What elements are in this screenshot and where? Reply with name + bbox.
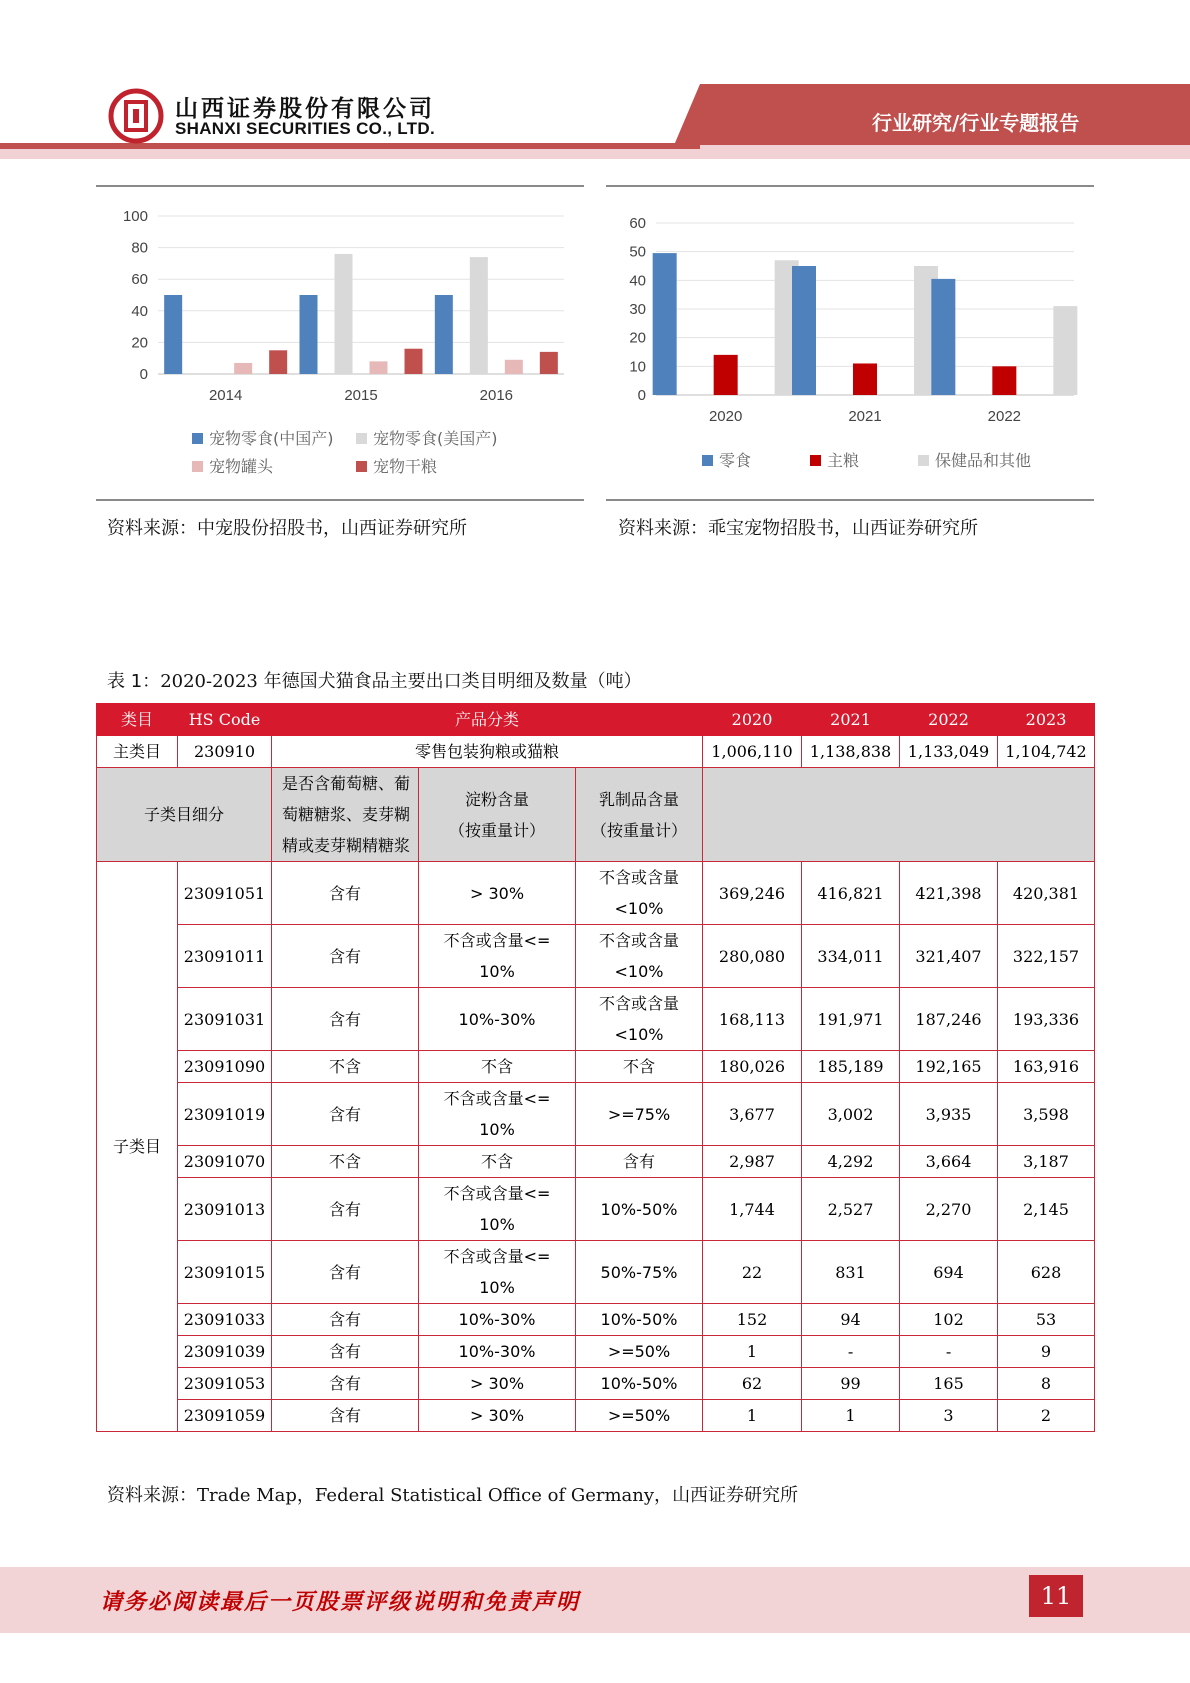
header-2020: 2020	[703, 704, 802, 736]
cell-starch: 10%-30%	[419, 1304, 576, 1336]
cell-2023: 3,598	[998, 1083, 1095, 1146]
main-label: 主类目	[97, 736, 178, 768]
dairy-line2: （按重量计）	[591, 820, 688, 840]
cell-starch: 不含	[419, 1146, 576, 1178]
bar-2020-0	[653, 253, 677, 395]
sub-category-label: 子类目	[97, 862, 178, 1432]
y-tick-label: 30	[629, 301, 646, 318]
bar-2020-1	[714, 355, 738, 395]
cell-dairy: 10%-50%	[576, 1178, 703, 1241]
cell-hs-code: 23091059	[178, 1400, 272, 1432]
table-row	[97, 1336, 1095, 1368]
header-red-bar	[0, 143, 700, 149]
table-row	[97, 1400, 1095, 1432]
cell-2022: -	[900, 1336, 998, 1368]
main-value-2023: 1,104,742	[998, 736, 1095, 768]
cell-2023: 163,916	[998, 1051, 1095, 1083]
cell-2021: 831	[802, 1241, 900, 1304]
cell-2022: 3	[900, 1400, 998, 1432]
bar-2016-2	[505, 360, 523, 374]
cell-2020: 1	[703, 1400, 802, 1432]
cell-2021: 191,971	[802, 988, 900, 1051]
bar-2015-1	[335, 254, 353, 374]
bar-2016-1	[470, 257, 488, 374]
caption-years: 2020-2023	[160, 671, 258, 692]
page-number: 11	[1029, 1575, 1083, 1617]
cell-starch: > 30%	[419, 862, 576, 925]
cell-2023: 420,381	[998, 862, 1095, 925]
cell-2023: 3,187	[998, 1146, 1095, 1178]
legend-label: 宠物零食(美国产)	[373, 429, 498, 448]
table-caption	[107, 667, 642, 693]
cell-2020: 152	[703, 1304, 802, 1336]
legend-swatch	[356, 433, 367, 444]
header-hs-code: HS Code	[178, 704, 272, 736]
cell-hs-code: 23091013	[178, 1178, 272, 1241]
table-row	[97, 1368, 1095, 1400]
legend-label: 宠物干粮	[373, 457, 438, 476]
cell-2021: 416,821	[802, 862, 900, 925]
cell-dairy: 含有	[576, 1146, 703, 1178]
cell-2023: 8	[998, 1368, 1095, 1400]
bar-2022-1	[992, 366, 1016, 395]
legend-swatch	[192, 433, 203, 444]
cell-2021: 3,002	[802, 1083, 900, 1146]
cell-sugar: 含有	[272, 988, 419, 1051]
main-product: 零售包装狗粮或猫粮	[272, 736, 703, 768]
legend-swatch	[918, 455, 929, 466]
y-tick-label: 20	[131, 334, 148, 352]
cell-sugar: 含有	[272, 925, 419, 988]
x-tick-label: 2022	[987, 408, 1022, 425]
cell-2020: 3,677	[703, 1083, 802, 1146]
chart2-source: 资料来源：乖宝宠物招股书，山西证券研究所	[618, 518, 978, 539]
cell-starch	[419, 925, 576, 988]
table-row	[97, 1241, 1095, 1304]
cell-2020: 180,026	[703, 1051, 802, 1083]
cell-dairy	[576, 988, 703, 1051]
bar-2014-2	[234, 363, 252, 374]
cell-hs-code: 23091011	[178, 925, 272, 988]
cell-2022: 2,270	[900, 1178, 998, 1241]
cell-sugar: 含有	[272, 1304, 419, 1336]
cell-starch: 不含	[419, 1051, 576, 1083]
main-value-2022: 1,133,049	[900, 736, 998, 768]
footer-disclaimer: 请务必阅读最后一页股票评级说明和免责声明	[100, 1589, 581, 1615]
legend-label: 保健品和其他	[935, 451, 1032, 470]
cell-dairy	[576, 925, 703, 988]
y-tick-label: 60	[131, 271, 148, 289]
chart1-svg	[96, 185, 584, 503]
cell-hs-code: 23091033	[178, 1304, 272, 1336]
cell-2023: 628	[998, 1241, 1095, 1304]
header-category: 类目	[97, 704, 178, 736]
main-category-row	[97, 736, 1095, 768]
cell-2020: 2,987	[703, 1146, 802, 1178]
legend-label: 宠物零食(中国产)	[209, 429, 334, 448]
cell-2021: 2,527	[802, 1178, 900, 1241]
header-2023: 2023	[998, 704, 1095, 736]
cell-2022: 102	[900, 1304, 998, 1336]
table-row	[97, 1051, 1095, 1083]
y-tick-label: 80	[131, 239, 148, 257]
x-tick-label: 2021	[848, 408, 882, 425]
cell-hs-code: 23091070	[178, 1146, 272, 1178]
cell-2022: 192,165	[900, 1051, 998, 1083]
cell-2020: 1	[703, 1336, 802, 1368]
cell-2022: 321,407	[900, 925, 998, 988]
bar-2022-0	[931, 279, 955, 395]
cell-sugar: 含有	[272, 1083, 419, 1146]
cell-2020: 22	[703, 1241, 802, 1304]
bar-2016-3	[540, 352, 558, 374]
cell-2023: 193,336	[998, 988, 1095, 1051]
main-value-2021: 1,138,838	[802, 736, 900, 768]
legend-swatch	[192, 461, 203, 472]
cell-hs-code: 23091031	[178, 988, 272, 1051]
caption-prefix: 表 1：	[107, 671, 161, 692]
cell-sugar: 含有	[272, 1178, 419, 1241]
cell-2021: 185,189	[802, 1051, 900, 1083]
cell-dairy: 不含	[576, 1051, 703, 1083]
bar-2016-0	[435, 295, 453, 374]
y-tick-label: 100	[122, 208, 148, 225]
chart-product-mix-2020-2022	[606, 185, 1094, 503]
y-tick-label: 10	[629, 358, 646, 376]
cell-dairy: >=75%	[576, 1083, 703, 1146]
legend-swatch	[810, 455, 821, 466]
sub-header-label: 子类目细分	[97, 768, 272, 862]
x-tick-label: 2015	[344, 387, 378, 404]
bar-2021-1	[853, 363, 877, 395]
cell-2020: 1,744	[703, 1178, 802, 1241]
cell-starch: > 30%	[419, 1400, 576, 1432]
cell-sugar: 不含	[272, 1051, 419, 1083]
legend-label: 宠物罐头	[209, 457, 274, 476]
cell-starch: 10%-30%	[419, 988, 576, 1051]
sub-header-sugar: 是否含葡萄糖、葡萄糖糖浆、麦芽糊精或麦芽糊精糖浆	[272, 768, 419, 862]
cell-starch-text: 不含或含量<=10%	[443, 1247, 551, 1297]
cell-2023: 53	[998, 1304, 1095, 1336]
cell-dairy: 10%-50%	[576, 1304, 703, 1336]
y-tick-label: 40	[131, 302, 148, 320]
cell-2020: 369,246	[703, 862, 802, 925]
cell-starch: > 30%	[419, 1368, 576, 1400]
legend-label: 主粮	[827, 451, 860, 470]
table-row	[97, 862, 1095, 925]
x-tick-label: 2020	[708, 408, 743, 425]
bar-2014-0	[164, 295, 182, 374]
cell-starch-text: 不含或含量<=10%	[443, 931, 551, 981]
page-header	[0, 0, 1190, 170]
cell-hs-code: 23091090	[178, 1051, 272, 1083]
sub-header-starch	[419, 768, 576, 862]
header-product: 产品分类	[272, 704, 703, 736]
x-tick-label: 2016	[479, 387, 514, 404]
company-name-en: SHANXI SECURITIES CO., LTD.	[175, 119, 435, 138]
cell-2023: 2	[998, 1400, 1095, 1432]
y-tick-label: 40	[629, 272, 646, 290]
cell-2022: 694	[900, 1241, 998, 1304]
table-source	[107, 1481, 798, 1507]
cell-2021: 334,011	[802, 925, 900, 988]
cell-2022: 3,664	[900, 1146, 998, 1178]
y-tick-label: 60	[629, 215, 646, 232]
cell-starch	[419, 1241, 576, 1304]
cell-sugar: 含有	[272, 1368, 419, 1400]
report-type-label: 行业研究/行业专题报告	[872, 111, 1080, 135]
cell-dairy: >=50%	[576, 1400, 703, 1432]
table-source-text: Trade Map，Federal Statistical Office of Germany，	[197, 1485, 673, 1506]
cell-sugar: 含有	[272, 1336, 419, 1368]
chart1-source: 资料来源：中宠股份招股书，山西证券研究所	[107, 518, 467, 539]
bar-2014-3	[269, 350, 287, 374]
cell-sugar: 含有	[272, 1400, 419, 1432]
sub-header-dairy	[576, 768, 703, 862]
table-header-row	[97, 704, 1095, 736]
cell-2023: 2,145	[998, 1178, 1095, 1241]
starch-line1: 淀粉含量	[464, 789, 529, 809]
cell-starch-text: 不含或含量<=10%	[443, 1089, 551, 1139]
cell-2022: 165	[900, 1368, 998, 1400]
chart2-svg	[606, 185, 1094, 503]
cell-2021: 99	[802, 1368, 900, 1400]
bar-2022-2	[1053, 306, 1077, 395]
cell-2022: 187,246	[900, 988, 998, 1051]
cell-hs-code: 23091015	[178, 1241, 272, 1304]
bar-2021-0	[792, 266, 816, 395]
cell-2021: 4,292	[802, 1146, 900, 1178]
table-source-suffix: 山西证券研究所	[672, 1485, 799, 1506]
cell-2021: -	[802, 1336, 900, 1368]
starch-line2: （按重量计）	[448, 820, 545, 840]
cell-dairy	[576, 862, 703, 925]
bar-2015-0	[300, 295, 318, 374]
cell-starch	[419, 1083, 576, 1146]
cell-dairy-text: 不含或含量<10%	[599, 868, 680, 918]
table-row	[97, 1304, 1095, 1336]
bar-2015-2	[370, 361, 388, 374]
cell-2020: 280,080	[703, 925, 802, 988]
table-source-prefix: 资料来源：	[107, 1485, 197, 1506]
legend-swatch	[356, 461, 367, 472]
cell-hs-code: 23091053	[178, 1368, 272, 1400]
company-logo-icon	[108, 88, 164, 144]
cell-sugar: 含有	[272, 1241, 419, 1304]
table-row	[97, 1083, 1095, 1146]
bar-2015-3	[405, 349, 423, 374]
cell-hs-code: 23091019	[178, 1083, 272, 1146]
cell-sugar: 含有	[272, 862, 419, 925]
cell-2020: 168,113	[703, 988, 802, 1051]
legend-label: 零食	[719, 451, 752, 470]
cell-2022: 3,935	[900, 1083, 998, 1146]
cell-starch-text: 不含或含量<=10%	[443, 1184, 551, 1234]
export-table	[96, 703, 1095, 1432]
cell-dairy-text: 不含或含量<10%	[599, 931, 680, 981]
cell-2023: 9	[998, 1336, 1095, 1368]
cell-2022: 421,398	[900, 862, 998, 925]
cell-starch	[419, 1178, 576, 1241]
y-tick-label: 0	[139, 366, 148, 383]
cell-2021: 1	[802, 1400, 900, 1432]
cell-hs-code: 23091039	[178, 1336, 272, 1368]
cell-dairy-text: 不含或含量<10%	[599, 994, 680, 1044]
company-name-cn: 山西证券股份有限公司	[175, 96, 435, 122]
cell-starch: 10%-30%	[419, 1336, 576, 1368]
sub-header-row	[97, 768, 1095, 862]
table-row	[97, 1146, 1095, 1178]
cell-dairy: 10%-50%	[576, 1368, 703, 1400]
dairy-line1: 乳制品含量	[599, 789, 680, 809]
caption-text: 年德国犬猫食品主要出口类目明细及数量（吨）	[257, 671, 642, 692]
table-row	[97, 988, 1095, 1051]
header-2021: 2021	[802, 704, 900, 736]
y-tick-label: 0	[637, 387, 646, 404]
table-row	[97, 925, 1095, 988]
cell-hs-code: 23091051	[178, 862, 272, 925]
chart-pet-food-2014-2016	[96, 185, 584, 503]
header-2022: 2022	[900, 704, 998, 736]
x-tick-label: 2014	[208, 387, 243, 404]
main-code: 230910	[178, 736, 272, 768]
cell-2023: 322,157	[998, 925, 1095, 988]
cell-dairy: 50%-75%	[576, 1241, 703, 1304]
legend-swatch	[702, 455, 713, 466]
table-row	[97, 1178, 1095, 1241]
cell-2020: 62	[703, 1368, 802, 1400]
sub-header-empty	[703, 768, 1095, 862]
cell-2021: 94	[802, 1304, 900, 1336]
y-tick-label: 50	[629, 243, 646, 261]
cell-sugar: 不含	[272, 1146, 419, 1178]
main-value-2020: 1,006,110	[703, 736, 802, 768]
cell-dairy: >=50%	[576, 1336, 703, 1368]
y-tick-label: 20	[629, 329, 646, 347]
